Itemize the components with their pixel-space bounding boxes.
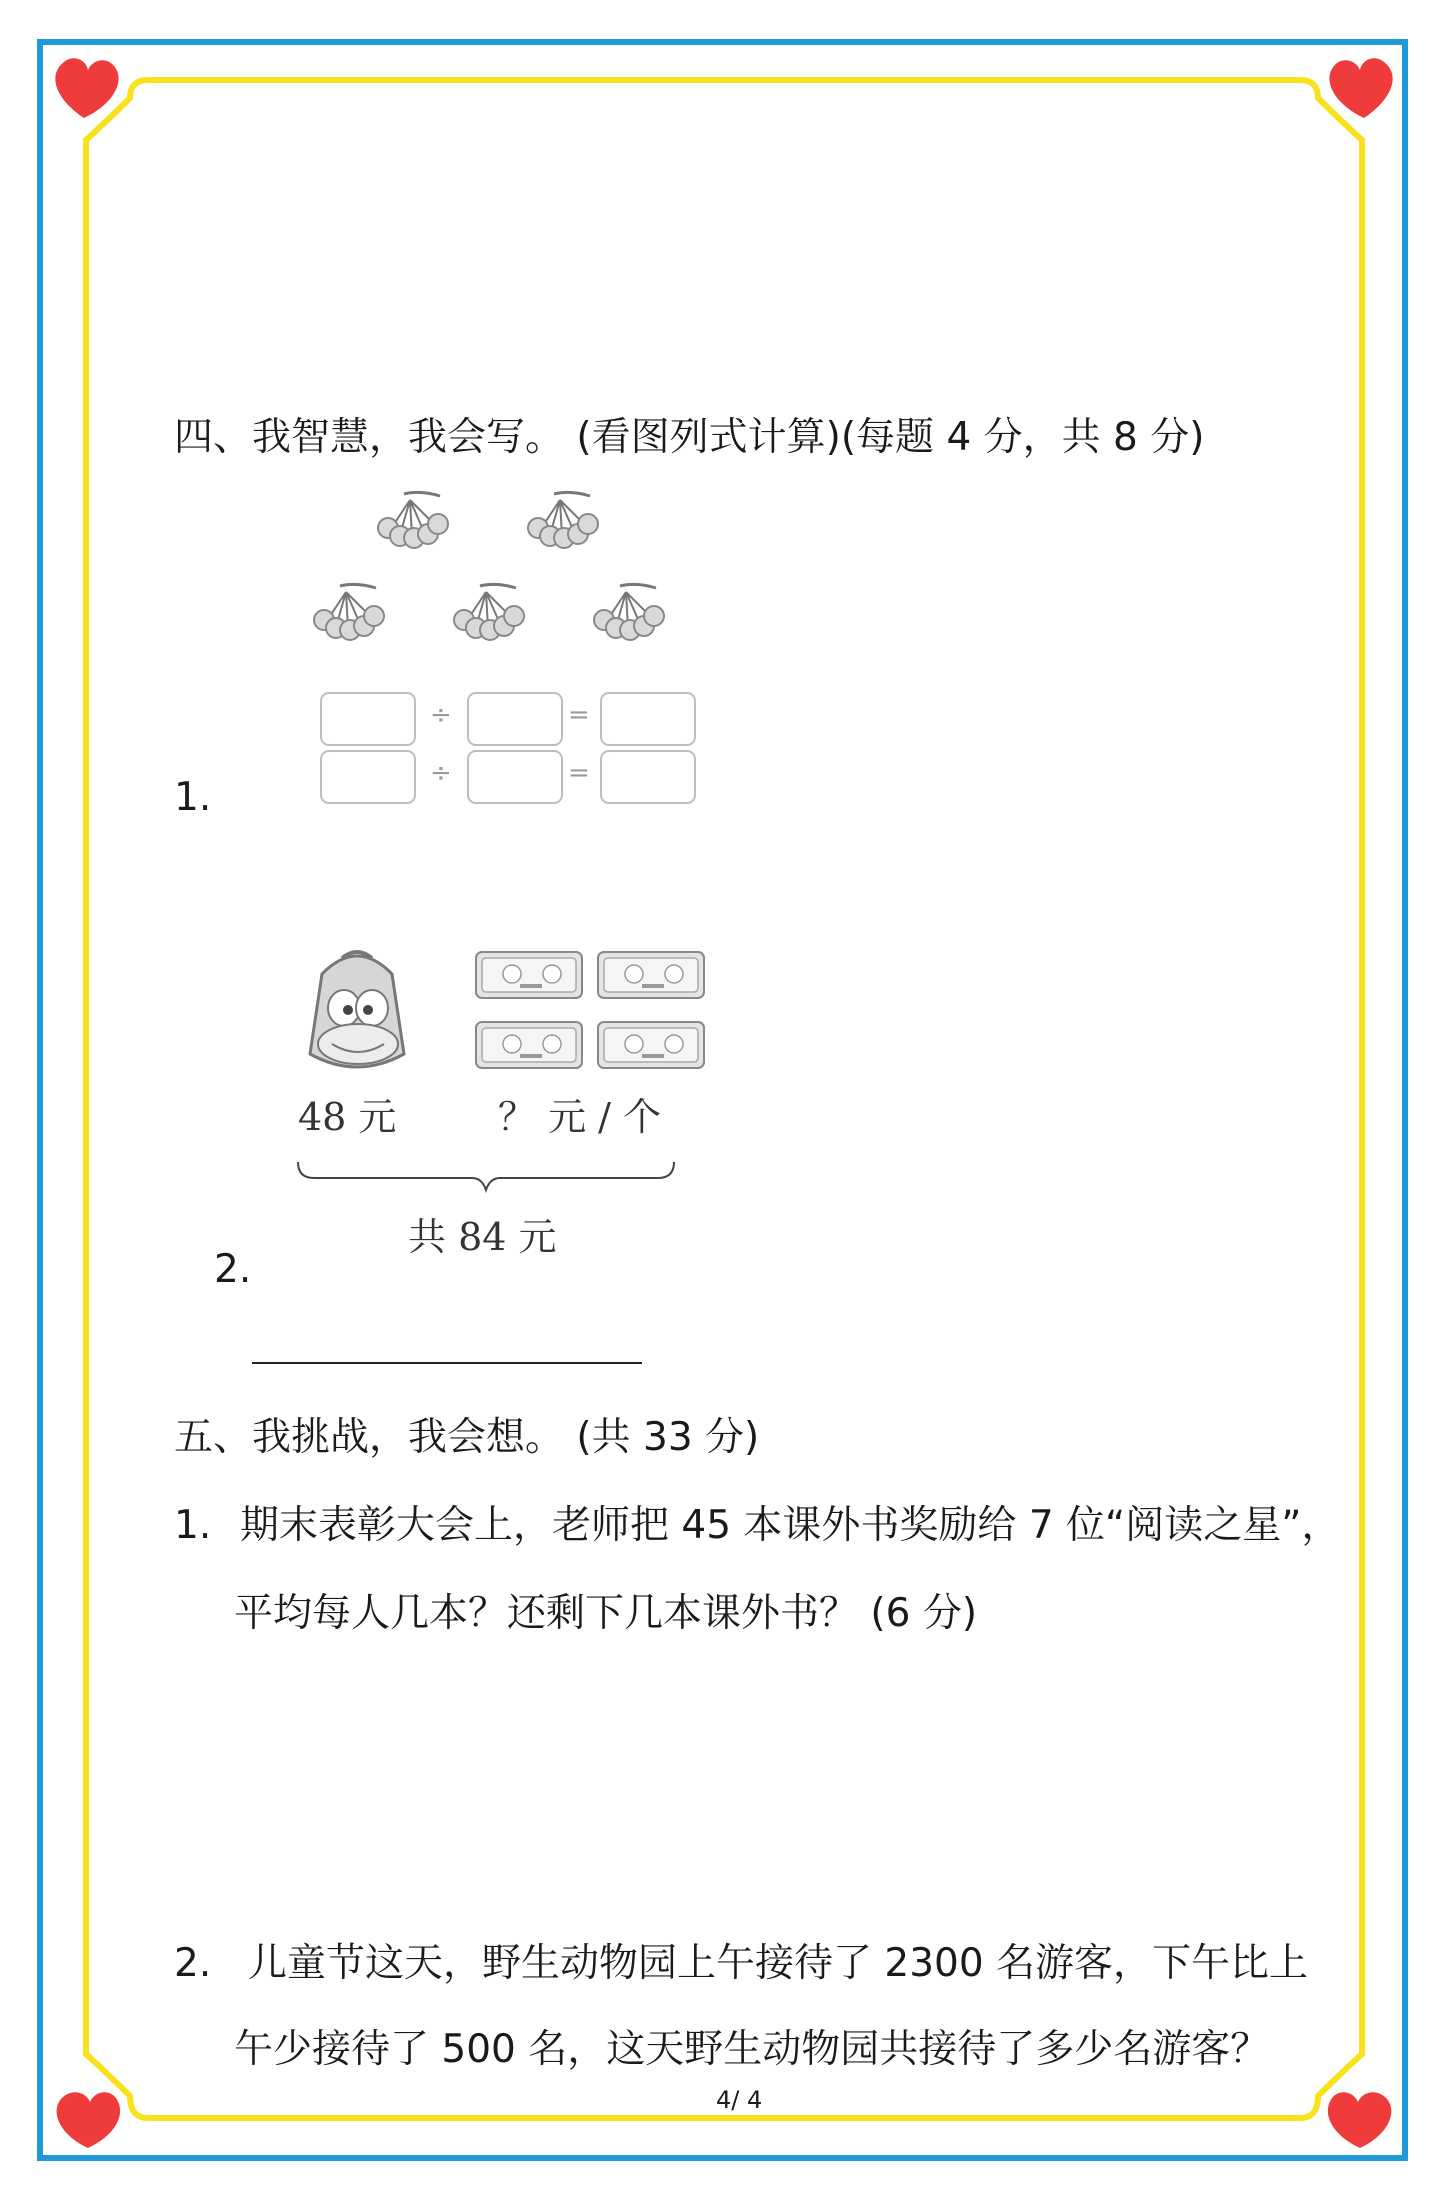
quotient-box-1[interactable] <box>600 692 696 746</box>
question-text-line: 平均每人几本？还剩下几本课外书？ (6 分) <box>234 1591 978 1636</box>
equals-sign-2: = <box>568 758 590 788</box>
heart-icon-top-left <box>55 58 118 118</box>
quotient-box-2[interactable] <box>600 750 696 804</box>
heart-icon-bottom-right <box>1328 2092 1391 2148</box>
heart-icon-top-right <box>1329 58 1392 118</box>
question-text-line: 期末表彰大会上，老师把 45 本课外书奖励给 7 位“阅读之星”， <box>240 1503 1341 1548</box>
question-number: 2. <box>174 1941 212 1986</box>
heart-icon-bottom-left <box>57 2092 120 2148</box>
section4-heading: 四、我智慧，我会写。 (看图列式计算)(每题 4 分，共 8 分) <box>174 415 1205 460</box>
division-sign-2: ÷ <box>430 758 452 788</box>
total-brace <box>296 1160 676 1200</box>
cherry-clusters-illustration <box>300 490 700 660</box>
backpack-price-label: 48 元 <box>298 1095 397 1139</box>
question-number: 1. <box>174 1503 212 1548</box>
section5-heading: 五、我挑战，我会想。 (共 33 分) <box>174 1415 760 1460</box>
dividend-box-2[interactable] <box>320 750 416 804</box>
division-sign-1: ÷ <box>430 700 452 730</box>
divisor-box-1[interactable] <box>467 692 563 746</box>
backpack-illustration <box>292 944 422 1084</box>
question-text-line: 儿童节这天，野生动物园上午接待了 2300 名游客，下午比上 <box>248 1941 1309 1986</box>
question-number: 2. <box>214 1247 252 1292</box>
total-label: 共 84 元 <box>408 1215 557 1259</box>
equals-sign-1: = <box>568 700 590 730</box>
question-text-line: 午少接待了 500 名，这天野生动物园共接待了多少名游客？ <box>234 2027 1270 2072</box>
divisor-box-2[interactable] <box>467 750 563 804</box>
answer-line[interactable] <box>252 1362 642 1364</box>
question-number: 1. <box>174 775 212 820</box>
dividend-box-1[interactable] <box>320 692 416 746</box>
pencil-cases-illustration <box>474 950 710 1072</box>
pencilcase-price-label: ？ 元 / 个 <box>498 1095 662 1139</box>
page-number: 4/ 4 <box>716 2086 763 2114</box>
